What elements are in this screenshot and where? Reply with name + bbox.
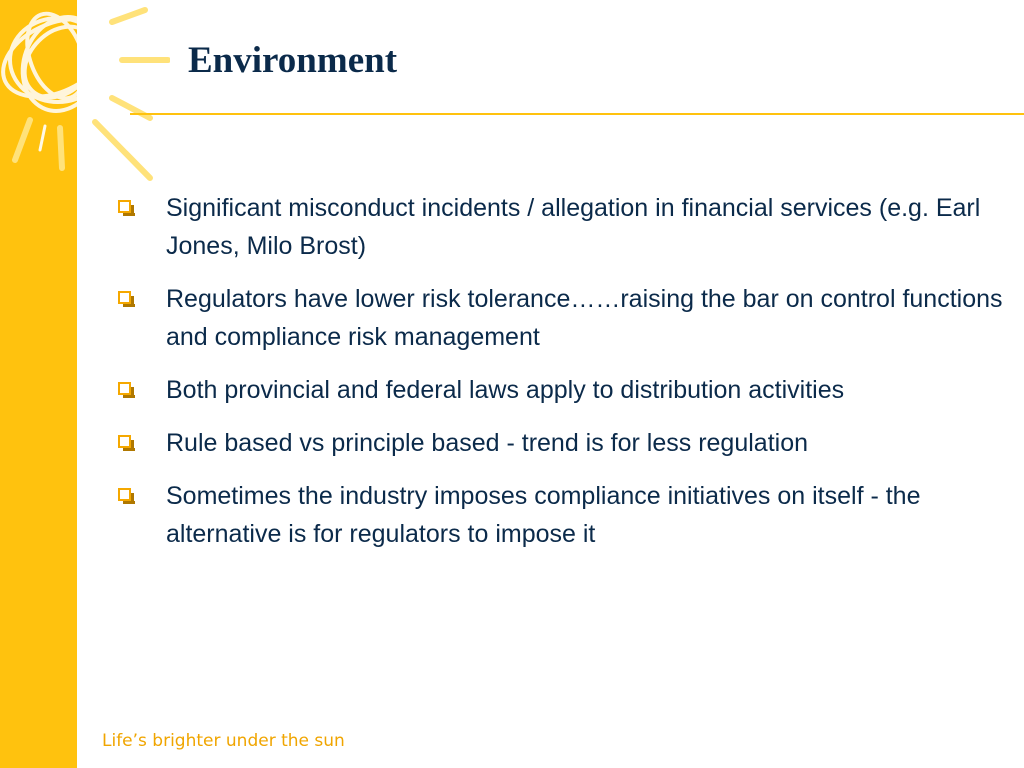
bullet-text: Both provincial and federal laws apply to distribution activities — [166, 376, 845, 404]
bullet-list — [112, 189, 1007, 568]
header-divider — [130, 113, 1024, 115]
bullet-text: Regulators have lower risk tolerance……raising the bar on control functions and compliance risk management — [166, 285, 1003, 351]
list-item — [112, 189, 1007, 265]
checkbox-bullet-icon — [118, 488, 131, 501]
footer-tagline: Life’s brighter under the sun — [102, 731, 345, 751]
list-item — [112, 371, 1007, 409]
list-item — [112, 477, 1007, 553]
bullet-text: Sometimes the industry imposes compliance initiatives on itself - the alternative is for regulators to impose it — [166, 482, 921, 548]
slide-title: Environment — [188, 40, 398, 81]
list-item — [112, 280, 1007, 356]
checkbox-bullet-icon — [118, 435, 131, 448]
list-item — [112, 424, 1007, 462]
checkbox-bullet-icon — [118, 382, 131, 395]
sun-logo-icon — [0, 0, 170, 190]
bullet-text: Significant misconduct incidents / allegation in financial services (e.g. Earl Jones, Milo Brost) — [166, 194, 981, 260]
checkbox-bullet-icon — [118, 200, 131, 213]
bullet-text: Rule based vs principle based - trend is for less regulation — [166, 429, 809, 457]
checkbox-bullet-icon — [118, 291, 131, 304]
